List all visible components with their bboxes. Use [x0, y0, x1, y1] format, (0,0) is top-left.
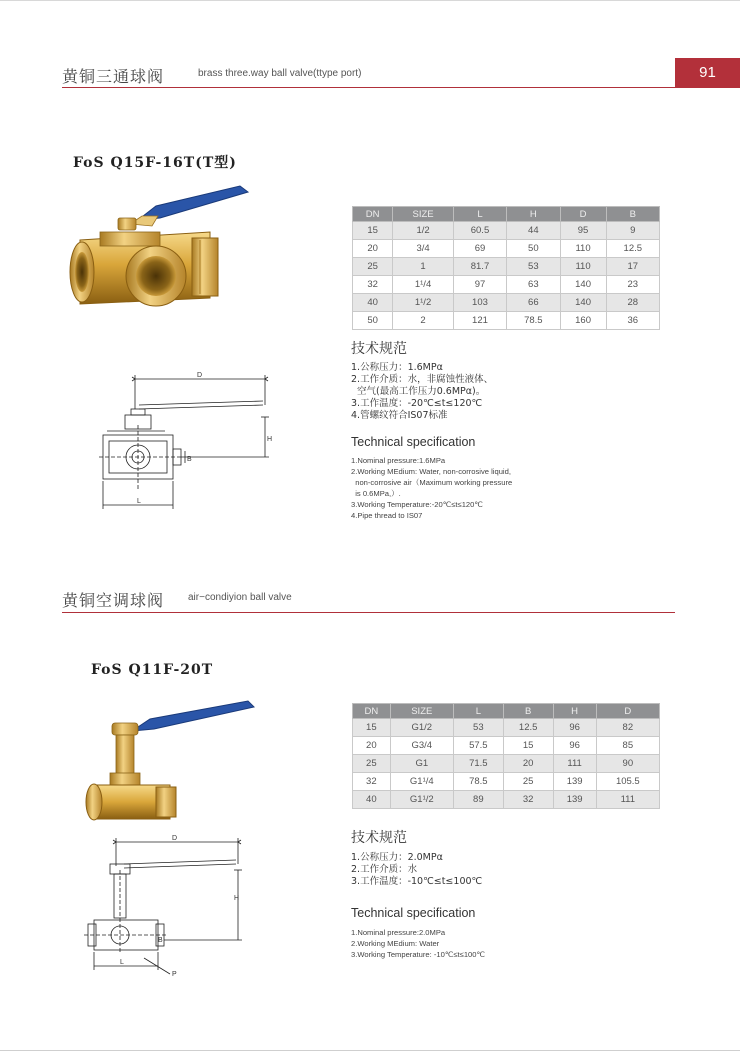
table-cell: 50: [507, 240, 560, 258]
spec-line: 4.Pipe thread to IS07: [351, 511, 423, 520]
table-cell: 1¹/2: [393, 294, 454, 312]
dim-label-d: D: [197, 372, 203, 379]
table-cell: 44: [507, 222, 560, 240]
table-cell: 28: [606, 294, 659, 312]
table-row: [353, 773, 660, 791]
table-cell: 32: [353, 276, 393, 294]
table-cell: 140: [560, 276, 606, 294]
table-header-cell: D: [596, 704, 659, 719]
table-cell: 85: [596, 737, 659, 755]
spec-line: 3.工作温度：-20℃≤t≤120℃: [351, 398, 483, 409]
table-cell: 2: [393, 312, 454, 330]
table-row: [353, 258, 660, 276]
dim-label-h: H: [267, 436, 273, 443]
table-cell: G1¹/2: [390, 791, 453, 809]
table-cell: 160: [560, 312, 606, 330]
table-header-cell: L: [453, 704, 503, 719]
table-cell: 53: [453, 719, 503, 737]
table-cell: 12.5: [503, 719, 553, 737]
table-cell: 57.5: [453, 737, 503, 755]
table-header-cell: H: [507, 207, 560, 222]
table-row: [353, 222, 660, 240]
table-cell: 97: [453, 276, 506, 294]
spec-line: 2.工作介质：水，非腐蚀性液体、: [351, 374, 494, 385]
section2-rule: [62, 612, 675, 613]
table-cell: 32: [353, 773, 391, 791]
page-number: 91: [675, 58, 740, 88]
table-cell: 25: [353, 755, 391, 773]
table-cell: 1¹/4: [393, 276, 454, 294]
spec-line: 2.Working MEdium: Water, non-corrosive liquid,: [351, 467, 511, 476]
table-cell: 105.5: [596, 773, 659, 791]
section2-spec-list-cn: [351, 852, 482, 888]
spec-line: 3.工作温度：-10℃≤t≤100℃: [351, 876, 483, 887]
table-cell: G1/2: [390, 719, 453, 737]
section1-spec-table: [352, 206, 660, 330]
section1-spec-list-cn: [351, 362, 493, 422]
table-cell: 69: [453, 240, 506, 258]
section1-spec-list-en: [351, 455, 512, 521]
table-cell: 111: [596, 791, 659, 809]
table-header-row: [353, 207, 660, 222]
table-cell: 121: [453, 312, 506, 330]
table-header-row: [353, 704, 660, 719]
table-cell: G1: [390, 755, 453, 773]
table-row: [353, 737, 660, 755]
spec-line: 3.Working Temperature:-20℃≤t≤120℃: [351, 500, 483, 509]
spec-line: 空气(最高工作压力0.6MPα)。: [351, 386, 486, 397]
table-cell: 63: [507, 276, 560, 294]
table-cell: 17: [606, 258, 659, 276]
table-cell: 40: [353, 791, 391, 809]
table-cell: 40: [353, 294, 393, 312]
table-cell: 1: [393, 258, 454, 276]
table-header-cell: SIZE: [390, 704, 453, 719]
table-cell: 78.5: [453, 773, 503, 791]
table-cell: 20: [503, 755, 553, 773]
spec-line: 2.工作介质：水: [351, 864, 418, 875]
section2-spec-list-en: [351, 927, 485, 960]
table-cell: 50: [353, 312, 393, 330]
section2-title-en: air−condiyion ball valve: [188, 592, 292, 603]
section1-tech-title-en: Technical specification: [351, 435, 476, 449]
section1-title-en: brass three.way ball valve(ttype port): [198, 68, 362, 79]
table-cell: 15: [353, 719, 391, 737]
table-cell: 96: [553, 719, 596, 737]
three-way-valve-drawing: [95, 365, 285, 515]
table-cell: 3/4: [393, 240, 454, 258]
table-row: [353, 294, 660, 312]
table-cell: 82: [596, 719, 659, 737]
table-cell: 1/2: [393, 222, 454, 240]
dim-label-l2: L: [120, 959, 124, 966]
table-cell: 110: [560, 240, 606, 258]
table-cell: G1¹/4: [390, 773, 453, 791]
spec-line: is 0.6MPa,）.: [351, 489, 401, 498]
table-cell: 15: [503, 737, 553, 755]
table-cell: 36: [606, 312, 659, 330]
dim-label-l: L: [137, 498, 141, 505]
spec-line: 1.公称压力：1.6MPα: [351, 362, 443, 373]
table-cell: 71.5: [453, 755, 503, 773]
section2-tech-title-en: Technical specification: [351, 906, 476, 920]
section1-rule: [62, 87, 675, 88]
bottom-border: [0, 1050, 740, 1051]
air-condition-valve-drawing: [80, 830, 250, 980]
section2-spec-table: [352, 703, 660, 809]
table-cell: 139: [553, 773, 596, 791]
table-cell: 96: [553, 737, 596, 755]
section1-model: FoS Q15F-16T(T型): [73, 155, 237, 171]
table-header-cell: DN: [353, 207, 393, 222]
table-cell: 111: [553, 755, 596, 773]
table-header-cell: B: [606, 207, 659, 222]
table-cell: 90: [596, 755, 659, 773]
table-cell: 53: [507, 258, 560, 276]
table-row: [353, 276, 660, 294]
section2-tech-title-cn: 技术规范: [351, 830, 407, 846]
spec-line: 4.管螺纹符合IS07标准: [351, 410, 448, 421]
table-cell: 12.5: [606, 240, 659, 258]
table-cell: 15: [353, 222, 393, 240]
table-cell: 20: [353, 240, 393, 258]
table-header-cell: D: [560, 207, 606, 222]
spec-line: 1.Nominal pressure:1.6MPa: [351, 456, 446, 465]
dim-label-p2: P: [172, 971, 177, 978]
table-cell: 32: [503, 791, 553, 809]
dim-label-b2: B: [158, 937, 163, 944]
top-border: [0, 0, 740, 1]
dim-label-h2: H: [234, 895, 240, 902]
table-row: [353, 755, 660, 773]
table-cell: 89: [453, 791, 503, 809]
spec-line: non-corrosive air（Maximum working pressure: [351, 478, 513, 487]
air-condition-valve-photo: [80, 695, 260, 830]
table-header-cell: DN: [353, 704, 391, 719]
table-cell: 140: [560, 294, 606, 312]
dim-label-b: B: [187, 456, 192, 463]
table-cell: 95: [560, 222, 606, 240]
table-cell: G3/4: [390, 737, 453, 755]
table-row: [353, 312, 660, 330]
section1-title-cn: 黄铜三通球阀: [62, 67, 165, 86]
table-row: [353, 240, 660, 258]
table-cell: 23: [606, 276, 659, 294]
table-row: [353, 719, 660, 737]
table-header-cell: L: [453, 207, 506, 222]
table-cell: 78.5: [507, 312, 560, 330]
section1-tech-title-cn: 技术规范: [351, 341, 407, 357]
table-cell: 60.5: [453, 222, 506, 240]
spec-line: 1.Nominal pressure:2.0MPa: [351, 928, 446, 937]
section2-title-cn: 黄铜空调球阀: [62, 591, 165, 610]
table-cell: 25: [503, 773, 553, 791]
table-cell: 66: [507, 294, 560, 312]
spec-line: 2.Working MEdium: Water: [351, 939, 440, 948]
spec-line: 3.Working Temperature: -10℃≤t≤100℃: [351, 950, 486, 959]
table-cell: 110: [560, 258, 606, 276]
table-cell: 81.7: [453, 258, 506, 276]
table-row: [353, 791, 660, 809]
table-header-cell: SIZE: [393, 207, 454, 222]
table-cell: 20: [353, 737, 391, 755]
three-way-valve-photo: [60, 180, 260, 325]
table-cell: 9: [606, 222, 659, 240]
table-cell: 25: [353, 258, 393, 276]
table-cell: 103: [453, 294, 506, 312]
table-header-cell: B: [503, 704, 553, 719]
dim-label-d2: D: [172, 835, 178, 842]
table-cell: 139: [553, 791, 596, 809]
table-header-cell: H: [553, 704, 596, 719]
spec-line: 1.公称压力：2.0MPα: [351, 852, 443, 863]
section2-model: FoS Q11F-20T: [91, 662, 214, 678]
